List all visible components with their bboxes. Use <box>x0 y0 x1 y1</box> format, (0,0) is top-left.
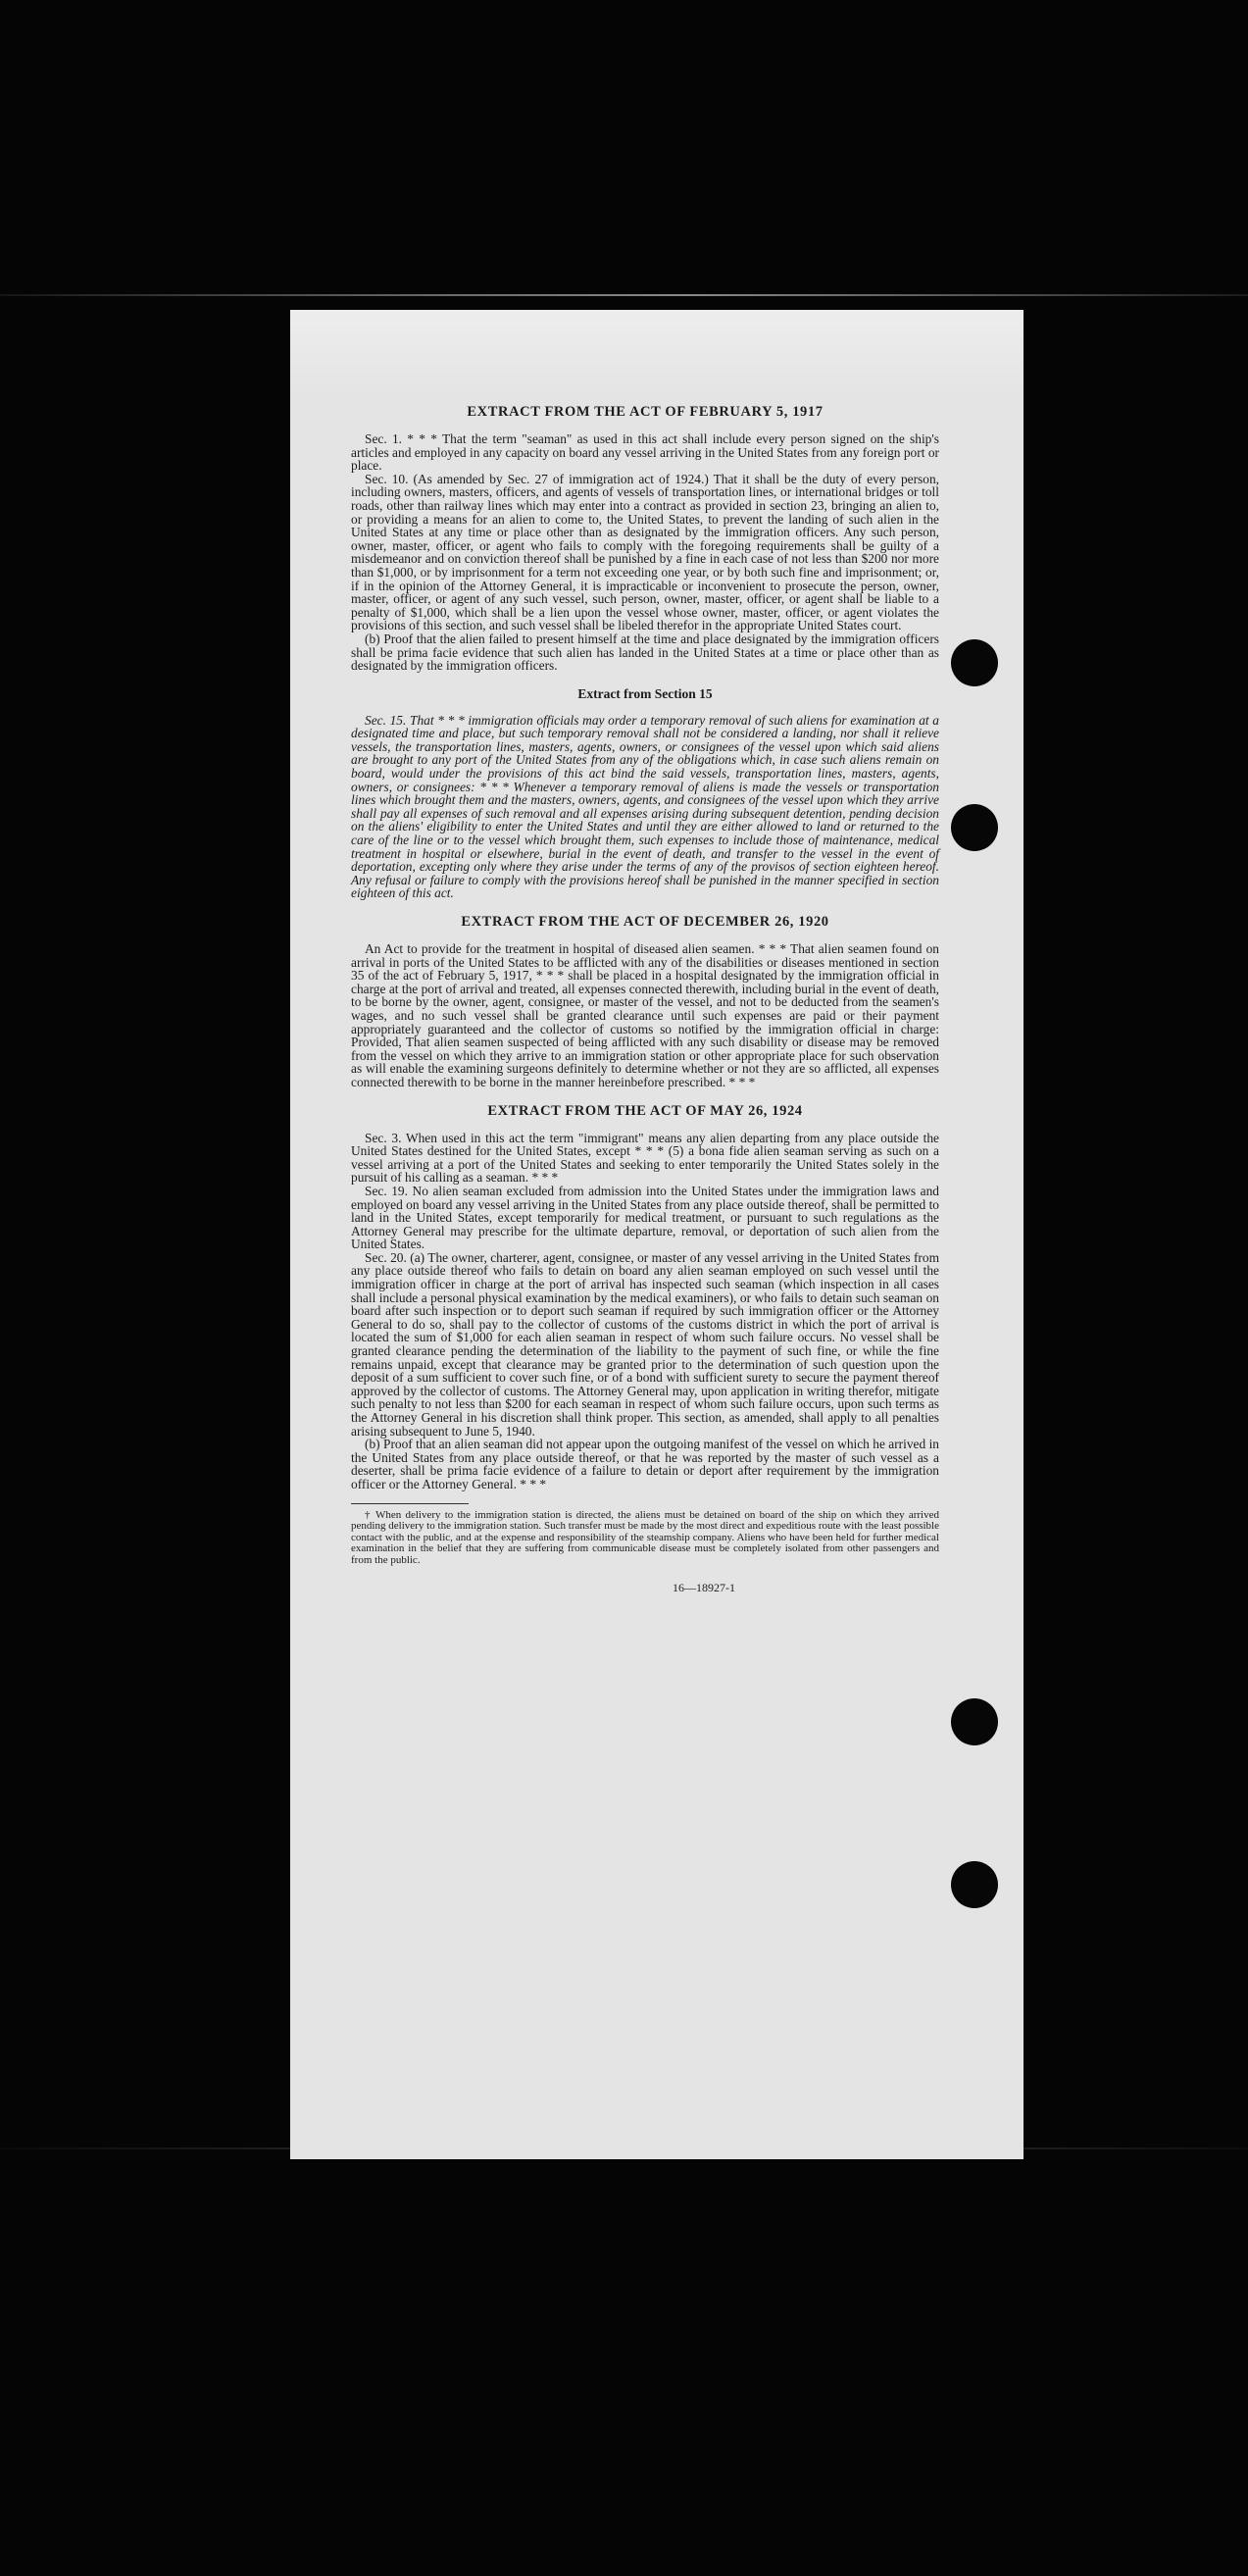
scan-edge-top <box>0 294 1248 296</box>
punch-hole <box>951 1698 998 1745</box>
punch-hole <box>951 639 998 686</box>
footnote-rule <box>351 1503 469 1504</box>
sec10b-paragraph: (b) Proof that the alien failed to present himself at the time and place designated by the immigration officers shall be prima facie evidence that such alien has landed in the United States at a time or place other than as designated by the immigration officers. <box>351 631 939 674</box>
sec20-paragraph: Sec. 20. (a) The owner, charterer, agent, consignee, or master of any vessel arriving in the United States from any place outside thereof who fails to detain on board any alien seaman employed on such vessel until the immigration officer in charge at the port of arrival has inspected such seaman (which inspection in all cases shall include a personal physical examination by the medical examiners), or who fails to detain such seaman on board after such inspection or to deport such seaman if required by such immigration officer or the Attorney General to do so, shall pay to the collector of customs of the customs district in which the port of arrival is located the sum of $1,000 for each alien seaman in respect of whom such failure occurs. No vessel shall be granted clearance pending the determination of the liability to the payment of such fine, or while the fine remains unpaid, except that clearance may be granted prior to the determination of such question upon the deposit of a sum sufficient to cover such fine, or of a bond with sufficient surety to secure the payment thereof approved by the collector of customs. The Attorney General may, upon application in writing therefor, mitigate such penalty to not less than $200 for each seaman in respect of whom such failure occurs, upon such terms as the Attorney General in his discretion shall think proper. This section, as amended, shall apply to all penalties arising subsequent to June 5, 1940. <box>351 1249 939 1439</box>
sec20b-paragraph: (b) Proof that an alien seaman did not appear upon the outgoing manifest of the vessel on which he arrived in the United States from any place outside thereof, or that he was reported by the master of such vessel as a deserter, shall be prima facie evidence of a failure to detain or deport after requirement by the immigration officer or the Attorney General. * * * <box>351 1437 939 1491</box>
form-number: 16—18927-1 <box>673 1580 735 1594</box>
heading-act-1920: EXTRACT FROM THE ACT OF DECEMBER 26, 1920 <box>461 914 829 930</box>
sec1-paragraph: Sec. 1. * * * That the term "seaman" as used in this act shall include every person signed on the ship's articles and employed in any capacity on board any vessel arriving in the United States from any foreign port or place. <box>351 431 939 474</box>
heading-act-1924: EXTRACT FROM THE ACT OF MAY 26, 1924 <box>487 1102 803 1119</box>
sec10-paragraph: Sec. 10. (As amended by Sec. 27 of immigration act of 1924.) That it shall be the duty of every person, including owners, masters, officers, and agents of vessels of transportation lines, or international bridges or toll roads, other than railway lines which may enter into a contract as provided in section 23, bringing an alien to, or providing a means for an alien to come to, the United States, to prevent the landing of such alien in the United States at any time or place other than as designated by the immigration officers. Any such person, owner, master, officer, or agent who fails to comply with the foregoing requirements shall be guilty of a misdemeanor and on conviction thereof shall be punished by a fine in each case of not less than $200 nor more than $1,000, or by imprisonment for a term not exceeding one year, or by both such fine and imprisonment; or, if in the opinion of the Attorney General, it is impracticable or inconvenient to prosecute the person, owner, master, officer, or agent of any such vessel, such person, owner, master, officer, or agent shall be liable to a penalty of $1,000, which shall be a lien upon the vessel whose owner, master, officer, or agent violates the provisions of this section, and such vessel shall be libeled therefor in the appropriate United States court. <box>351 471 939 633</box>
act-1920-paragraph: An Act to provide for the treatment in hospital of diseased alien seamen. * * * That alien seamen found on arrival in ports of the United States to be afflicted with any of the disabilities or diseases mentioned in section 35 of the act of February 5, 1917, * * * shall be placed in a hospital designated by the immigration official in charge at the port of arrival and treated, all expenses connected therewith, including burial in the event of death, to be borne by the owner, agent, consignee, or master of the vessel, and not to be deducted from the seamen's wages, and no such vessel shall be granted clearance until such expenses are paid or their payment appropriately guaranteed and the collector of customs so notified by the immigration official in charge: Provided, That alien seamen suspected of being afflicted with any such disability or disease may be removed from the vessel on which they arrive to an immigration station or other appropriate place for such observation as will enable the examining surgeons definitely to determine whether or not they are so afflicted, all expenses connected therewith to be borne in the manner hereinbefore prescribed. * * * <box>351 941 939 1089</box>
heading-section-15: Extract from Section 15 <box>577 685 713 701</box>
sec3-paragraph: Sec. 3. When used in this act the term "immigrant" means any alien departing from any place outside the United States destined for the United States, except * * * (5) a bona fide alien seaman serving as such on a vessel arriving at a port of the United States and seeking to enter temporarily the United States solely in the pursuit of his calling as a seaman. * * * <box>351 1130 939 1186</box>
punch-hole <box>951 1861 998 1908</box>
document-page <box>290 310 1023 2159</box>
footnote: † When delivery to the immigration station is directed, the aliens must be detained on board of the ship on which they arrived pending delivery to the immigration station. Such transfer must be made by the most direct and expeditious route with the least possible contact with the public, and at the expense and responsibility of the steamship company. Aliens who have been held for further medical examination in the belief that they are suffering from communicable disease must be completely isolated from other passengers and from the public. <box>351 1508 939 1566</box>
punch-hole <box>951 804 998 851</box>
heading-act-1917: EXTRACT FROM THE ACT OF FEBRUARY 5, 1917 <box>467 404 824 420</box>
sec19-paragraph: Sec. 19. No alien seaman excluded from admission into the United States under the immigration laws and employed on board any vessel arriving in the United States from any place outside thereof, shall be permitted to land in the United States, except temporarily for medical treatment, or pursuant to such regulations as the Attorney General may prescribe for the ultimate departure, removal, or deportation of such alien from the United States. <box>351 1183 939 1252</box>
sec15-paragraph: Sec. 15. That * * * immigration officials may order a temporary removal of such aliens for examination at a designated time and place, but such temporary removal shall not be considered a landing, nor shall it relieve vessels, the transportation lines, masters, agents, owners, or consignees of the vessel upon which said aliens are brought to any port of the United States from any of the obligations which, in case such aliens remain on board, would under the provisions of this act bind the said vessels, transportation lines, masters, agents, owners, or consignees: * * * Whenever a temporary removal of aliens is made the vessels or transportation lines which brought them and the masters, owners, agents, and consignees of the vessel upon which they arrive shall pay all expenses of such removal and all expenses arising during subsequent detention, pending decision on the aliens' eligibility to enter the United States and until they are either allowed to land or returned to the care of the line or to the vessel which brought them, such expenses to include those of maintenance, medical treatment in hospital or elsewhere, burial in the event of death, and transfer to the vessel in the event of deportation, excepting only where they arise under the terms of any of the provisos of section eighteen hereof. Any refusal or failure to comply with the provisions hereof shall be punished in the manner specified in section eighteen of this act. <box>351 712 939 901</box>
